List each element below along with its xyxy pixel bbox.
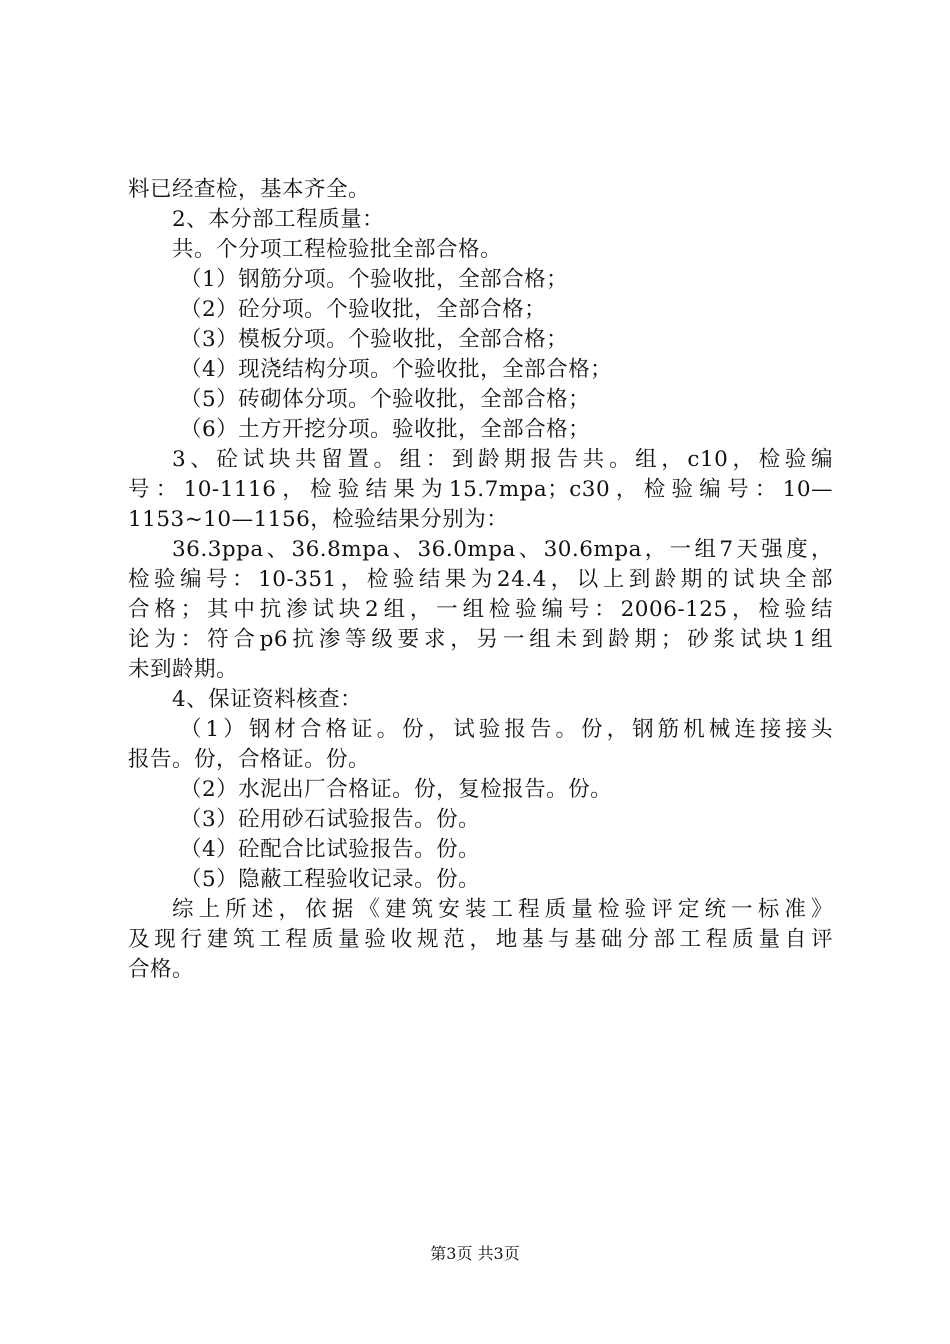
list-item: （3）模板分项。个验收批，全部合格； bbox=[180, 327, 569, 352]
list-item: （2）砼分项。个验收批，全部合格； bbox=[180, 297, 547, 322]
text-line: 报告。份，合格证。份。 bbox=[128, 747, 371, 772]
text-line: 共。个分项工程检验批全部合格。 bbox=[172, 237, 503, 262]
text-line: 料已经查检，基本齐全。 bbox=[128, 177, 371, 202]
list-item: （6）土方开挖分项。验收批，全部合格； bbox=[180, 417, 591, 442]
conclusion-line: 合格。 bbox=[128, 957, 195, 982]
page-number-label: 第3页 共3页 bbox=[430, 1244, 520, 1263]
text-line: 检验编号：10-351，检验结果为24.4，以上到龄期的试块全部 bbox=[128, 567, 833, 592]
list-item: （2）水泥出厂合格证。份，复检报告。份。 bbox=[180, 777, 613, 802]
section-heading: 2、本分部工程质量： bbox=[172, 207, 385, 232]
list-item: （5）隐蔽工程验收记录。份。 bbox=[180, 867, 481, 892]
text-line: 36.3ppa、36.8mpa、36.0mpa、30.6mpa，一组7天强度， bbox=[172, 537, 833, 562]
list-item: （1）钢材合格证。份，试验报告。份，钢筋机械连接接头 bbox=[180, 717, 833, 742]
section-heading: 3、砼试块共留置。组：到龄期报告共。组，c10，检验编 bbox=[172, 447, 833, 472]
text-line: 号：10-1116，检验结果为15.7mpa；c30，检验编号：10— bbox=[128, 477, 833, 502]
list-item: （4）现浇结构分项。个验收批，全部合格； bbox=[180, 357, 613, 382]
conclusion-line: 及现行建筑工程质量验收规范，地基与基础分部工程质量自评 bbox=[128, 927, 833, 952]
page-footer bbox=[0, 1243, 950, 1265]
list-item: （3）砼用砂石试验报告。份。 bbox=[180, 807, 481, 832]
list-item: （4）砼配合比试验报告。份。 bbox=[180, 837, 481, 862]
list-item: （1）钢筋分项。个验收批，全部合格； bbox=[180, 267, 569, 292]
text-line: 合格；其中抗渗试块2组，一组检验编号：2006-125，检验结 bbox=[128, 597, 833, 622]
text-line: 论为：符合p6抗渗等级要求，另一组未到龄期；砂浆试块1组 bbox=[128, 627, 833, 652]
document-body bbox=[128, 175, 833, 985]
text-line: 未到龄期。 bbox=[128, 657, 239, 682]
list-item: （5）砖砌体分项。个验收批，全部合格； bbox=[180, 387, 591, 412]
section-heading: 4、保证资料核查： bbox=[172, 687, 363, 712]
text-line: 1153~10—1156，检验结果分别为： bbox=[128, 507, 509, 532]
conclusion-line: 综上所述，依据《建筑安装工程质量检验评定统一标准》 bbox=[172, 897, 833, 922]
